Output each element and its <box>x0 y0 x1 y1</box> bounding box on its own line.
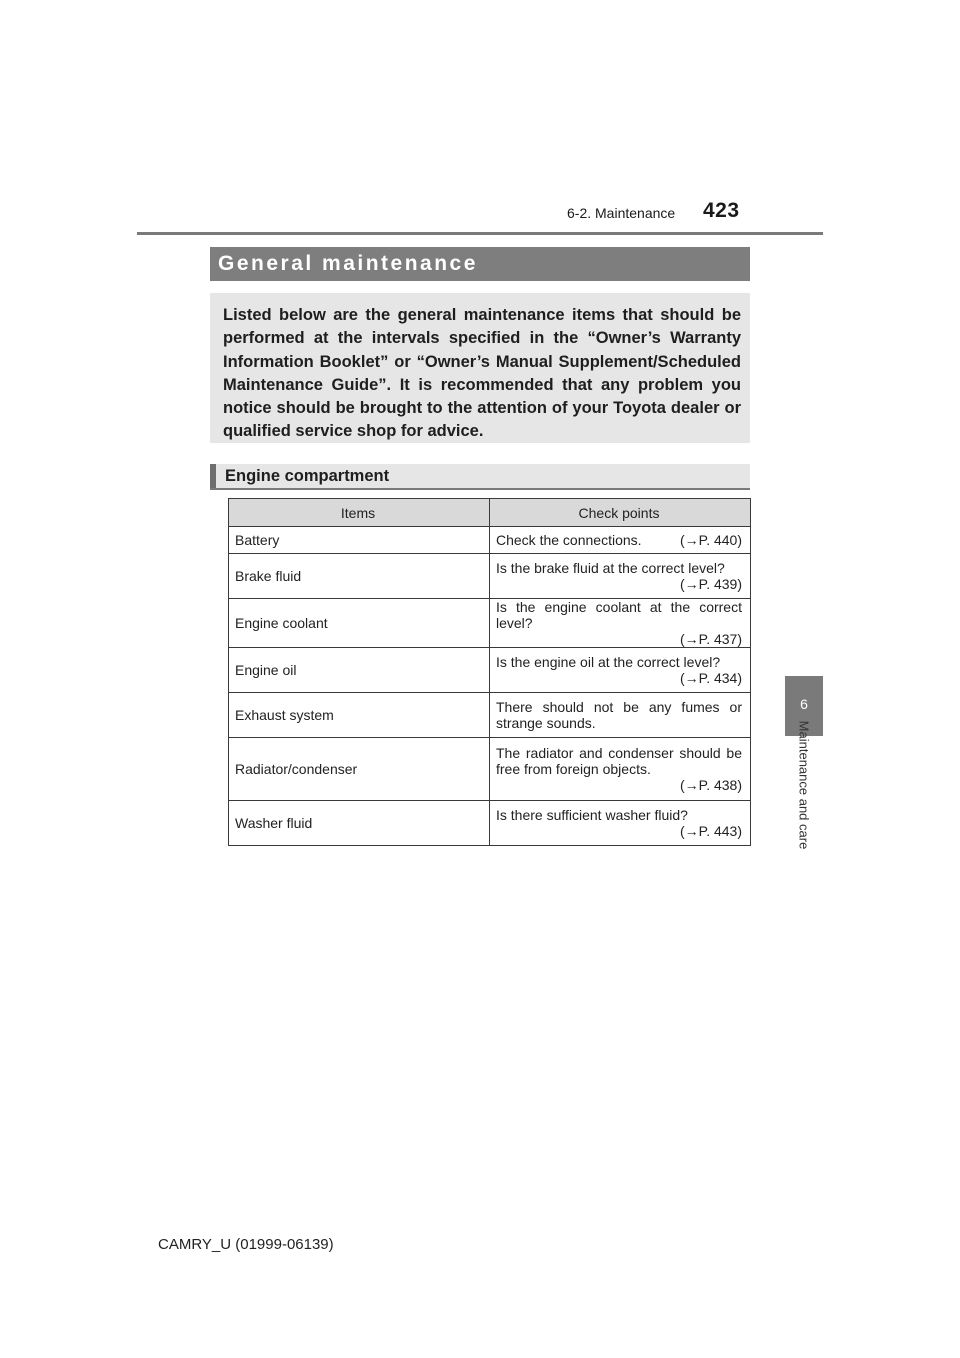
header-divider <box>137 232 823 235</box>
item-cell: Exhaust system <box>229 693 490 738</box>
check-text: Is the engine oil at the correct level? <box>496 654 721 670</box>
check-text: The radiator and condenser should be free from foreign objects. <box>496 745 742 777</box>
check-text: There should not be any fumes or strange sounds. <box>496 699 742 731</box>
item-cell: Brake fluid <box>229 554 490 599</box>
item-cell: Engine oil <box>229 648 490 693</box>
page-reference: (→P. 437) <box>680 631 742 647</box>
subsection-heading-bar <box>210 464 750 490</box>
document-code: CAMRY_U (01999-06139) <box>158 1236 334 1253</box>
check-cell <box>490 801 751 846</box>
check-cell <box>490 599 751 648</box>
table-row <box>229 738 751 801</box>
check-text: Is there sufficient washer fluid? <box>496 807 688 823</box>
page-reference: (→P. 434) <box>680 670 742 686</box>
page-reference: (→P. 440) <box>680 532 742 548</box>
item-cell: Washer fluid <box>229 801 490 846</box>
check-cell <box>490 527 751 554</box>
title-bar <box>210 247 750 281</box>
check-text: Check the connections. <box>496 532 642 548</box>
intro-box <box>210 293 750 443</box>
item-cell: Radiator/condenser <box>229 738 490 801</box>
page-title: General maintenance <box>218 252 478 275</box>
chapter-label: Maintenance and care <box>796 720 812 850</box>
maintenance-table <box>228 498 751 846</box>
item-cell: Engine coolant <box>229 599 490 648</box>
subsection-marker <box>210 464 216 490</box>
table-row <box>229 599 751 648</box>
page-reference: (→P. 443) <box>680 823 742 839</box>
column-header-items: Items <box>229 499 490 527</box>
chapter-number: 6 <box>800 696 808 712</box>
check-text: Is the engine coolant at the correct level? <box>496 599 742 631</box>
table-row <box>229 648 751 693</box>
item-cell: Battery <box>229 527 490 554</box>
table-header-row <box>229 499 751 527</box>
page-reference: (→P. 438) <box>680 777 742 793</box>
page-number: 423 <box>703 199 740 222</box>
page-reference: (→P. 439) <box>680 576 742 592</box>
check-cell <box>490 554 751 599</box>
check-text: Is the brake fluid at the correct level? <box>496 560 725 576</box>
check-cell <box>490 738 751 801</box>
check-cell <box>490 693 751 738</box>
table-row <box>229 693 751 738</box>
intro-text: Listed below are the general maintenance items that should be performed at the intervals specified in the “Owner’s Warranty Information Booklet” or “Owner’s Manual Supplement/Scheduled Maintenance Guide”. It is recommended that any problem you notice should be brought to the attention of your Toyota dealer or qualified service shop for advice. <box>223 306 741 441</box>
section-heading: 6-2. Maintenance <box>567 205 676 221</box>
subsection-title: Engine compartment <box>225 467 390 485</box>
column-header-check-points: Check points <box>490 499 751 527</box>
table-row <box>229 527 751 554</box>
table-row <box>229 801 751 846</box>
table-row <box>229 554 751 599</box>
check-cell <box>490 648 751 693</box>
subsection-underline <box>210 488 750 490</box>
